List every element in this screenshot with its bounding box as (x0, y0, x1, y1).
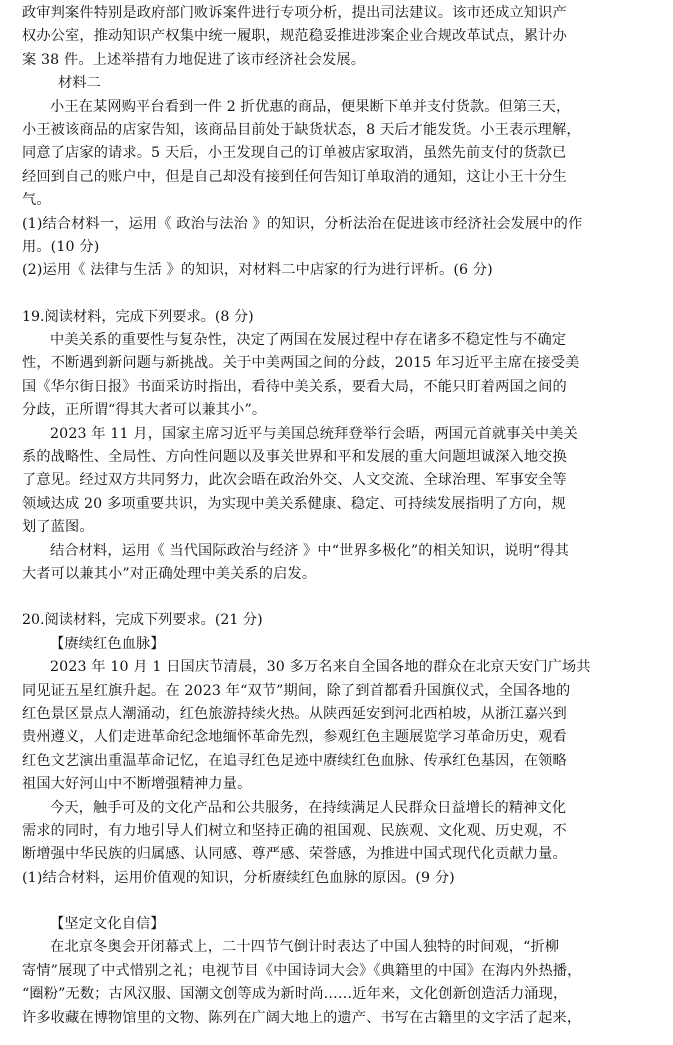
text-line: 今天，触手可及的文化产品和公共服务，在持续满足人民群众日益增长的精神文化 (50, 799, 567, 816)
question-part-1-cont: 用。(10 分) (22, 238, 100, 255)
text-line: 性，不断遇到新问题与新挑战。关于中美两国之间的分歧，2015 年习近平主席在接受美 (22, 355, 580, 372)
text-line: 同意了店家的请求。5 天后，小王发现自己的订单被店家取消，虽然先前支付的货款已 (22, 145, 567, 162)
text-line: 权办公室，推动知识产权集中统一履职，规范稳妥推进涉案企业合规改革试点，累计办 (22, 28, 567, 45)
text-line: “圈粉”无数；古风汉服、国潮文创等成为新时尚……近年来，文化创新创造活力涌现， (22, 986, 568, 1003)
material2-label: 材料二 (58, 75, 102, 92)
text-line: 断增强中华民族的归属感、认同感、尊严感、荣誉感，为推进中国式现代化贡献力量。 (22, 846, 567, 863)
text-line: 红色景区景点人潮涌动，红色旅游持续火热。从陕西延安到河北西柏坡，从浙江嘉兴到 (22, 705, 567, 722)
spacer (22, 586, 658, 609)
text-line: 贵州遵义，人们走进革命纪念地缅怀革命先烈，参观红色主题展览学习革命历史，观看 (22, 729, 567, 746)
material1-continuation (22, 2, 658, 72)
text-line: 结合材料，运用《 当代国际政治与经济 》中“世界多极化”的相关知识，说明“得其 (50, 542, 570, 559)
q20-question-1: (1)结合材料，运用价值观的知识，分析赓续红色血脉的原因。(9 分) (22, 869, 455, 886)
spacer (22, 890, 658, 913)
q19-paragraph-1 (22, 329, 658, 423)
text-line: 国《华尔街日报》书面采访时指出，看待中美关系，要看大局，不能只盯着两国之间的 (22, 378, 567, 395)
text-line: 小王在某网购平台看到一件 2 折优惠的商品，便果断下单并支付货款。但第三天， (50, 98, 571, 115)
text-line: 小王被该商品的店家告知，该商品目前处于缺货状态，8 天后才能发货。小王表示理解， (22, 121, 581, 138)
text-line: 划了蓝图。 (22, 519, 94, 536)
q18-questions (22, 213, 658, 283)
q20-subheading-cultural-confidence: 【坚定文化自信】 (50, 916, 165, 933)
text-line: 气。 (22, 192, 51, 209)
text-line: 2023 年 11 月，国家主席习近平与美国总统拜登举行会晤，两国元首就事关中美关 (50, 425, 578, 442)
document-page (22, 2, 658, 1030)
text-line: 寄情”展现了中式惜别之礼；电视节目《中国诗词大会》《典籍里的中国》在海内外热播， (22, 962, 582, 979)
q19-requirement (22, 540, 658, 587)
q20-heading: 20.阅读材料，完成下列要求。(21 分) (22, 612, 263, 629)
text-line: 同见证五星红旗升起。在 2023 年“双节”期间，除了到首都看升国旗仪式，全国各地的 (22, 682, 571, 699)
text-line: 系的战略性、全局性、方向性问题以及事关世界和平和发展的重大问题坦诚深入地交换 (22, 449, 567, 466)
text-line: 许多收藏在博物馆里的文物、陈列在广阔大地上的遗产、书写在古籍里的文字活了起来， (22, 1009, 582, 1026)
question-part-2: (2)运用《 法律与生活 》的知识，对材料二中店家的行为进行评析。(6 分) (22, 262, 493, 279)
text-line: 领域达成 20 多项重要共识，为实现中美关系健康、稳定、可持续发展指明了方向，规 (22, 495, 566, 512)
q19-paragraph-2 (22, 423, 658, 540)
text-line: 祖国大好河山中不断增强精神力量。 (22, 776, 252, 793)
question-part-1: (1)结合材料一，运用《 政治与法治 》的知识，分析法治在促进该市经济社会发展中的作 (22, 215, 583, 232)
text-line: 红色文艺演出重温革命记忆，在追寻红色足迹中赓续红色血脉、传承红色基因，在领略 (22, 752, 567, 769)
text-line: 在北京冬奥会开闭幕式上，二十四节气倒计时表达了中国人独特的时间观，“折柳 (50, 939, 560, 956)
text-line: 2023 年 10 月 1 日国庆节清晨，30 多万名来自全国各地的群众在北京天安门广场共 (50, 659, 591, 676)
text-line: 案 38 件。上述举措有力地促进了该市经济社会发展。 (22, 51, 366, 68)
text-line: 了意见。经过双方共同努力，此次会晤在政治外交、人文交流、全球治理、军事安全等 (22, 472, 567, 489)
text-line: 政审判案件特别是政府部门败诉案件进行专项分析，提出司法建议。该市还成立知识产 (22, 5, 567, 21)
text-line: 大者可以兼其小”对正确处理中美关系的启发。 (22, 565, 317, 582)
q20-subheading-red-heritage: 【赓续红色血脉】 (50, 635, 165, 652)
text-line: 中美关系的重要性与复杂性，决定了两国在发展过程中存在诸多不稳定性与不确定 (50, 332, 567, 349)
q19-heading: 19.阅读材料，完成下列要求。(8 分) (22, 308, 254, 325)
q20-paragraph-1 (22, 656, 658, 796)
spacer (22, 283, 658, 306)
text-line: 分歧，正所谓“得其大者可以兼其小”。 (22, 402, 267, 419)
q20-paragraph-3 (22, 936, 658, 1030)
text-line: 经回到自己的账户中，但是自己却没有接到任何告知订单取消的通知，这让小王十分生 (22, 168, 567, 185)
material2-paragraph (22, 96, 658, 213)
text-line: 需求的同时，有力地引导人们树立和坚持正确的祖国观、民族观、文化观、历史观，不 (22, 822, 567, 839)
q20-paragraph-2 (22, 797, 658, 867)
